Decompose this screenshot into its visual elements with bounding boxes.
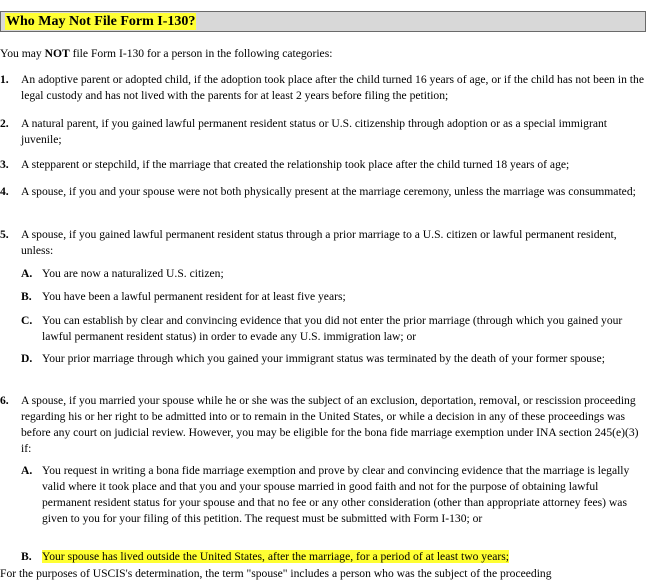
sub-item-letter: B. — [21, 290, 32, 303]
sub-item-letter: D. — [21, 352, 33, 365]
section-title-box — [0, 11, 646, 32]
list-item-text: A spouse, if you gained lawful permanent resident status through a prior marriage to a U.S. citizen or lawful permanent resident, unless: — [21, 228, 617, 257]
sub-item-letter: B. — [21, 550, 32, 563]
item-number: 3. — [0, 158, 9, 171]
section-title: Who May Not File Form I-130? — [6, 14, 196, 29]
intro-text: You may NOT file Form I-130 for a person in the following categories: — [0, 47, 333, 60]
item-number: 4. — [0, 185, 9, 198]
sub-item-letter: A. — [21, 464, 33, 477]
sub-item-text: You can establish by clear and convincing evidence that you did not enter the prior marriage (through which you gained your lawful permanent resident status) in order to evade any U.S. immigration law; or — [42, 314, 623, 343]
sub-item-text: You have been a lawful permanent resident for at least five years; — [42, 290, 346, 303]
intro-emphasis: NOT — [44, 47, 70, 60]
item-number: 2. — [0, 117, 9, 130]
sub-item-text-highlighted: Your spouse has lived outside the United States, after the marriage, for a period of at least two years; — [42, 550, 509, 563]
sub-item-text: Your prior marriage through which you gained your immigrant status was terminated by the death of your former spouse; — [42, 352, 605, 365]
list-item-text: A spouse, if you and your spouse were not both physically present at the marriage ceremony, unless the marriage was consummated; — [21, 185, 636, 198]
cut-off-line: For the purposes of USCIS's determination, the term "spouse" includes a person who was the subject of the proceeding — [0, 567, 552, 580]
list-item-text: A natural parent, if you gained lawful permanent resident status or U.S. citizenship through adoption or as a special immigrant juvenile; — [21, 117, 607, 146]
list-item-text: An adoptive parent or adopted child, if the adoption took place after the child turned 16 years of age, or if the child has not been in the legal custody and has not lived with the parents for at least 2 years before filing the petition; — [21, 73, 644, 102]
item-number: 5. — [0, 228, 9, 241]
item-number: 1. — [0, 73, 9, 86]
sub-item-letter: A. — [21, 267, 33, 280]
sub-item-letter: C. — [21, 314, 33, 327]
sub-item-text: You are now a naturalized U.S. citizen; — [42, 267, 224, 280]
list-item-text: A stepparent or stepchild, if the marriage that created the relationship took place after the child turned 18 years of age; — [21, 158, 570, 171]
sub-item-text: You request in writing a bona fide marriage exemption and prove by clear and convincing evidence that the marriage is legally valid where it took place and that you and your spouse married in good faith and not for the purpose of obtaining lawful permanent resident status for your spouse and that no fee or any other consideration (other than appropriate attorney fees) was given to you for your filing of this petition. The request must be submitted with Form I-130; or — [42, 464, 630, 525]
item-number: 6. — [0, 394, 9, 407]
list-item-text: A spouse, if you married your spouse while he or she was the subject of an exclusion, deportation, removal, or rescission proceeding regarding his or her right to be admitted into or to remain in the United States, or while a decision in any of these proceedings was before any court on judicial review. However, you may be eligible for the bona fide marriage exemption under INA section 245(e)(3) if: — [21, 394, 639, 455]
